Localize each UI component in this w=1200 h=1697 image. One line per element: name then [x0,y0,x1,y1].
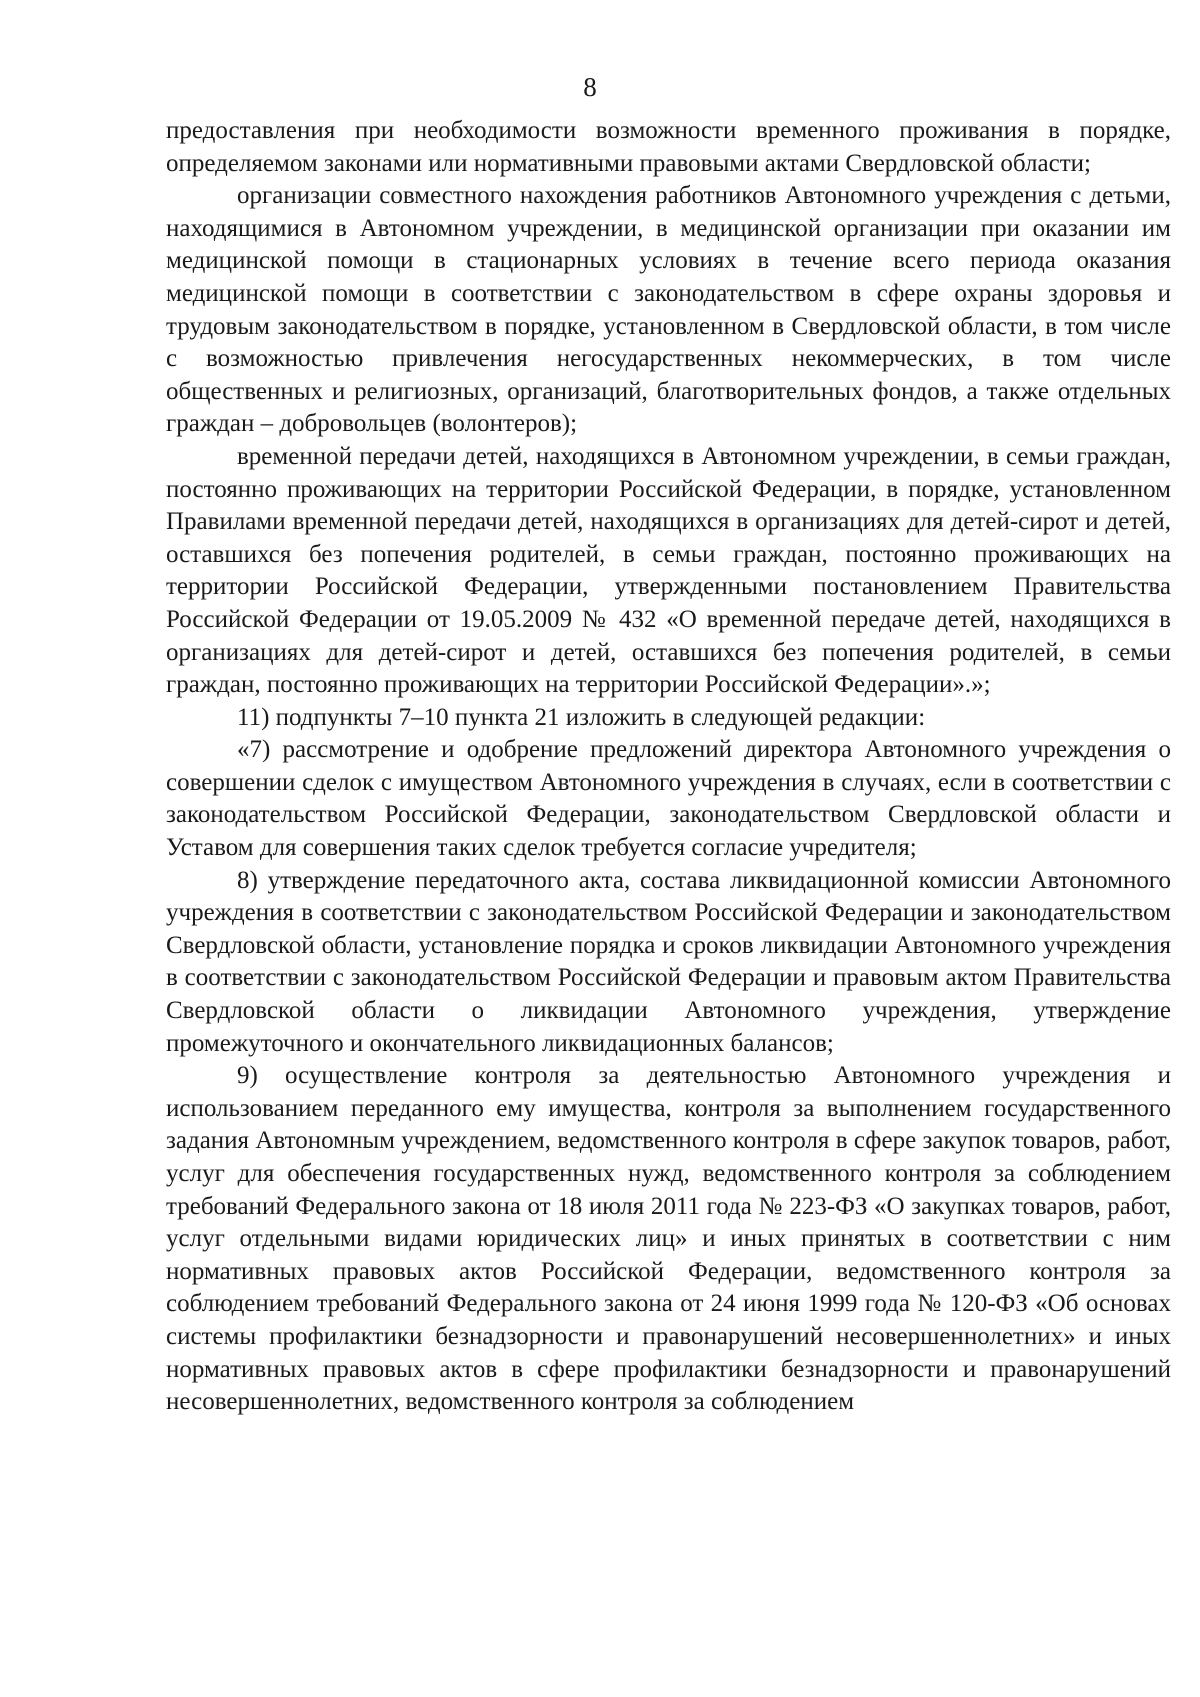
paragraph-4: 11) подпункты 7–10 пункта 21 изложить в следующей редакции: [237,703,926,731]
paragraph-7: 9) осуществление контроля за деятельностью Автономного учреждения и использованием переданного ему имущества, контроля за выполнением государственного задания Автономным учреждением, ведомственного контроля в сфере закупок товаров, работ, услуг для обеспечения государственных нужд, ведомственного контроля за соблюдением требований Федерального закона от 18 июля 2011 года № 223-ФЗ «О закупках товаров, работ, услуг отдельными видами юридических лиц» и иных принятых в соответствии с ним нормативных правовых актов Российской Федерации, ведомственного контроля за соблюдением требований Федерального закона от 24 июня 1999 года № 120-ФЗ «Об основах системы профилактики безнадзорности и правонарушений несовершеннолетних» и иных нормативных правовых актов в сфере профилактики безнадзорности и правонарушений несовершеннолетних, ведомственного контроля за соблюдением [166,1062,1171,1416]
page-number: 8 [583,72,597,102]
paragraph-6: 8) утверждение передаточного акта, состава ликвидационной комиссии Автономного учреждения в соответствии с законодательством Российской Федерации и законодательством Свердловской области, установление порядка и сроков ликвидации Автономного учреждения в соответствии с законодательством Российской Федерации и правовым актом Правительства Свердловской области о ликвидации Автономного учреждения, утверждение промежуточного и окончательного ликвидационных балансов; [166,866,1171,1057]
paragraph-5: «7) рассмотрение и одобрение предложений директора Автономного учреждения о совершении сделок с имуществом Автономного учреждения в случаях, если в соответствии с законодательством Российской Федерации, законодательством Свердловской области и Уставом для совершения таких сделок требуется согласие учредителя; [166,736,1171,862]
paragraph-3: временной передачи детей, находящихся в Автономном учреждении, в семьи граждан, постоянно проживающих на территории Российской Федерации, в порядке, установленном Правилами временной передачи детей, находящихся в организациях для детей-сирот и детей, оставшихся без попечения родителей, в семьи граждан, постоянно проживающих на территории Российской Федерации, утвержденными постановлением Правительства Российской Федерации от 19.05.2009 № 432 «О временной передаче детей, находящихся в организациях для детей-сирот и детей, оставшихся без попечения родителей, в семьи граждан, постоянно проживающих на территории Российской Федерации».»; [166,442,1171,699]
paragraph-2: организации совместного нахождения работников Автономного учреждения с детьми, находящимися в Автономном учреждении, в медицинской организации при оказании им медицинской помощи в стационарных условиях в течение всего периода оказания медицинской помощи в соответствии с законодательством в сфере охраны здоровья и трудовым законодательством в порядке, установленном в Свердловской области, в том числе с возможностью привлечения негосударственных некоммерческих, в том числе общественных и религиозных, организаций, благотворительных фондов, а также отдельных граждан – добровольцев (волонтеров); [166,182,1171,438]
document-body [166,115,1171,1419]
paragraph-1: предоставления при необходимости возможности временного проживания в порядке, определяемом законами или нормативными правовыми актами Свердловской области; [166,117,1171,177]
